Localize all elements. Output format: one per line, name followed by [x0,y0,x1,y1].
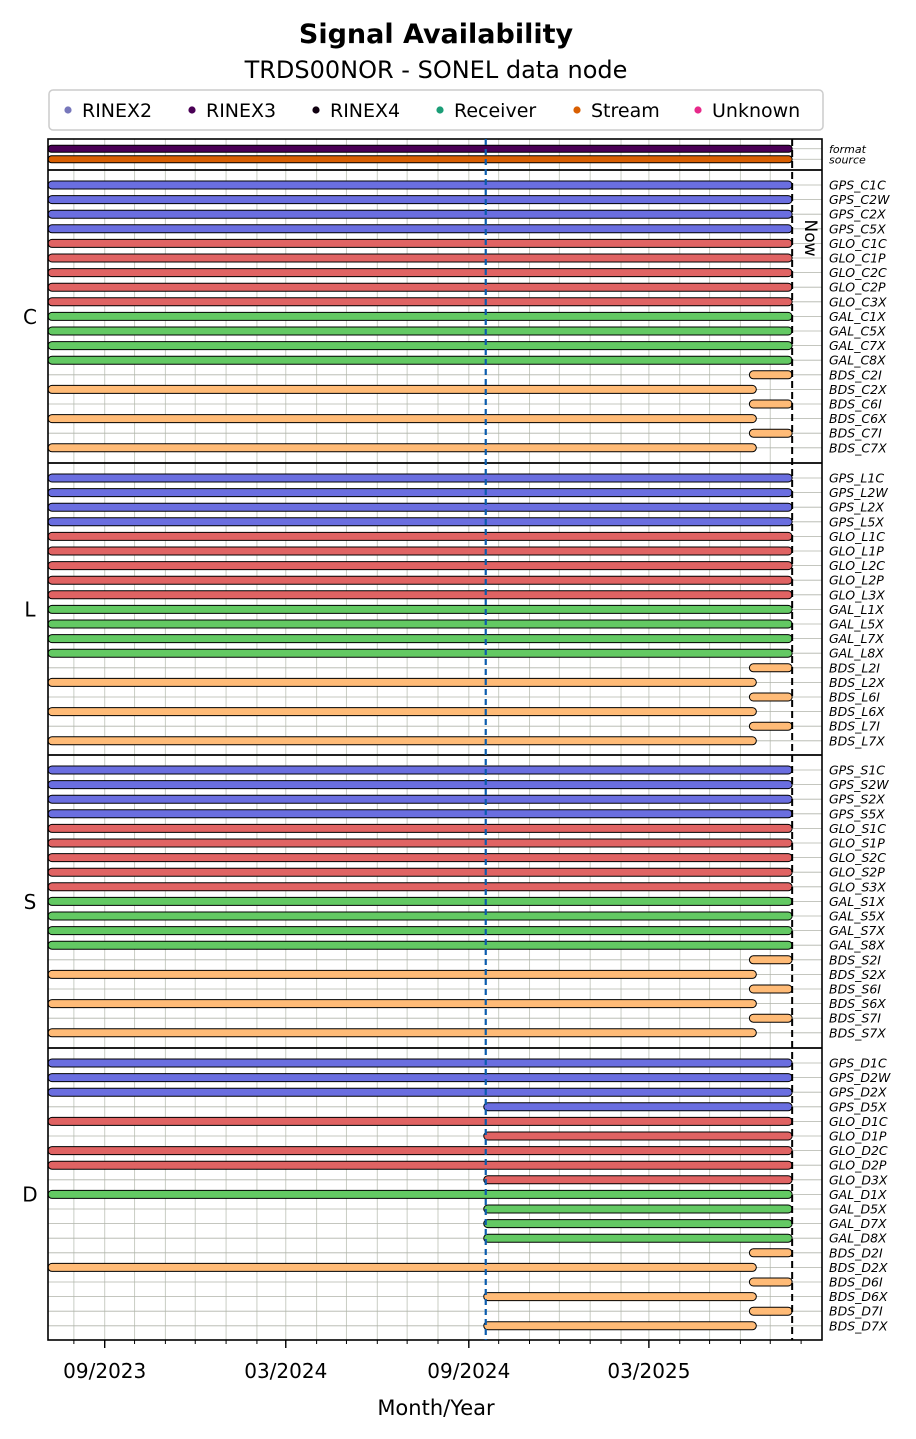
x-axis [63,1340,801,1383]
signal-label: BDS_C6X [829,411,887,427]
signal-label: GLO_C2P [829,279,886,295]
signal-label: GAL_D1X [829,1186,887,1202]
bar-BDS_S6X [48,1000,756,1008]
group-label: L [24,597,36,622]
bar-GAL_L8X [48,649,792,657]
bar-GPS_L1C [48,474,792,482]
x-tick-label: 03/2025 [607,1359,691,1383]
bar-GAL_S1X [48,897,792,905]
bar-BDS_S2X [48,970,756,978]
signal-label: GLO_L2C [829,558,885,574]
signal-label: BDS_S2X [829,966,886,982]
signal-label: GAL_D8X [829,1230,887,1246]
signal-label: GLO_D2P [829,1157,887,1173]
bar-GPS_L2W [48,489,792,497]
bar-GAL_D7X [484,1220,792,1228]
bar-GLO_S1C [48,824,792,832]
bar-BDS_L7X [48,737,756,745]
signal-label: GLO_S1P [829,835,885,851]
bar-GPS_C1C [48,181,792,189]
legend-box [49,90,823,130]
chart-subtitle: TRDS00NOR - SONEL data node [244,56,628,84]
legend-label: RINEX4 [330,100,401,122]
signal-label: GPS_C1C [829,177,886,193]
signal-label: GAL_C5X [829,323,886,339]
x-tick-label: 09/2024 [427,1359,511,1383]
bars [48,145,792,1330]
bar-GAL_C8X [48,356,792,364]
signal-label: GLO_D1P [829,1128,887,1144]
bar-BDS_L6X [48,708,756,716]
legend-label: Receiver [454,100,537,122]
signal-label: GLO_S3X [829,879,886,895]
bar-BDS_D7I [749,1307,792,1315]
bar-BDS_L7I [749,722,792,730]
signal-label: GAL_C8X [829,352,886,368]
legend-marker [436,106,443,113]
signal-label: GAL_C1X [829,308,886,324]
bar-BDS_C7X [48,444,756,452]
bar-format [48,145,792,152]
bar-BDS_D6X [484,1293,757,1301]
signal-label: BDS_L7X [829,733,885,749]
signal-label: GAL_S7X [829,923,885,939]
bar-GAL_S8X [48,941,792,949]
bar-BDS_D2I [749,1249,792,1257]
signal-label: BDS_S7I [829,1010,881,1026]
bar-BDS_L2X [48,678,756,686]
x-tick-label: 09/2023 [63,1359,147,1383]
now-label: Now [800,219,821,257]
plot-area [22,139,891,1383]
bar-BDS_L2I [749,664,792,672]
bar-GAL_C7X [48,342,792,350]
bar-GLO_S3X [48,883,792,891]
signal-label: GLO_S2P [829,864,885,880]
bar-BDS_C7I [749,429,792,437]
group-label: S [23,890,37,914]
signal-label: GPS_C2W [829,192,890,208]
bar-BDS_S2I [749,956,792,964]
legend-marker [64,106,71,113]
bar-GAL_L7X [48,635,792,643]
bar-GPS_S1C [48,766,792,774]
signal-label: GLO_D3X [829,1172,888,1188]
signal-label: BDS_L2I [829,660,880,676]
signal-label: GLO_S1C [829,820,886,836]
bar-GLO_L2C [48,562,792,570]
bar-GLO_L1P [48,547,792,555]
signal-label: BDS_D6I [829,1274,883,1290]
bar-GLO_C1C [48,239,792,247]
signal-label: GPS_S2W [829,777,889,793]
signal-label: GLO_L3X [829,587,885,603]
bar-GPS_L2X [48,503,792,511]
group-label: D [22,1182,38,1207]
bar-GPS_C5X [48,225,792,233]
signal-label: GLO_L1C [829,528,885,544]
bar-GPS_C2W [48,196,792,204]
bar-GLO_D2C [48,1147,792,1155]
bar-GLO_L3X [48,591,792,599]
bar-BDS_L6I [749,693,792,701]
signal-label: GAL_D7X [829,1216,887,1232]
meta-label: format [829,142,866,156]
signal-label: BDS_S7X [829,1025,886,1041]
x-axis-title: Month/Year [377,1396,495,1420]
chart-title: Signal Availability [298,19,574,50]
signal-label: GAL_C7X [829,338,886,354]
bar-BDS_C2I [749,371,792,379]
bar-GPS_D5X [484,1103,792,1111]
bar-GPS_S2W [48,781,792,789]
signal-label: BDS_S2I [829,952,881,968]
signal-label: GLO_L1P [829,543,884,559]
bar-GLO_S1P [48,839,792,847]
signal-label: GAL_S1X [829,893,885,909]
signal-label: BDS_D7I [829,1303,883,1319]
bar-GLO_L1C [48,532,792,540]
signal-label: BDS_S6I [829,981,881,997]
signal-label: GAL_L8X [829,645,884,661]
bar-GLO_S2C [48,854,792,862]
bar-GAL_C5X [48,327,792,335]
bar-GLO_D1P [484,1132,792,1140]
bar-BDS_C2X [48,385,756,393]
signal-label: GPS_L2W [829,485,888,501]
bar-source [48,156,792,163]
bar-GLO_D3X [484,1176,792,1184]
signal-label: BDS_L6X [829,704,885,720]
bar-BDS_C6X [48,415,756,423]
signal-label: GLO_C1P [829,250,886,266]
bar-BDS_S7X [48,1029,756,1037]
bar-BDS_S6I [749,985,792,993]
bar-BDS_D6I [749,1278,792,1286]
signal-label: BDS_C7I [829,425,882,441]
signal-label: GAL_L1X [829,601,884,617]
signal-label: GPS_D1C [829,1055,887,1071]
signal-label: BDS_C2I [829,367,882,383]
bar-GPS_S2X [48,795,792,803]
signal-label: GPS_D2X [829,1084,887,1100]
bar-GPS_L5X [48,518,792,526]
legend-label: Stream [591,100,660,122]
signal-label: GPS_S5X [829,806,885,822]
legend-label: Unknown [712,100,801,122]
signal-label: GPS_S1C [829,762,886,778]
legend-label: RINEX3 [206,100,277,122]
bar-BDS_S7I [749,1014,792,1022]
signal-label: GLO_D2C [829,1143,888,1159]
signal-label: GLO_L2P [829,572,884,588]
bar-GPS_C2X [48,210,792,218]
bar-GPS_D2X [48,1088,792,1096]
signal-label: GPS_D2W [829,1070,891,1086]
bar-GPS_S5X [48,810,792,818]
bar-BDS_D7X [484,1322,757,1330]
bar-GLO_L2P [48,576,792,584]
signal-label: GAL_L7X [829,631,884,647]
bar-GAL_D5X [484,1205,792,1213]
signal-label: GPS_C5X [829,221,886,237]
signal-label: GLO_S2C [829,850,886,866]
signal-label: BDS_C7X [829,440,887,456]
signal-label: BDS_L6I [829,689,880,705]
signal-label: BDS_D7X [829,1318,888,1334]
bar-BDS_D2X [48,1263,756,1271]
bar-GLO_S2P [48,868,792,876]
bar-GAL_S5X [48,912,792,920]
signal-label: GPS_C2X [829,206,886,222]
signal-label: GAL_S5X [829,908,885,924]
signal-label: BDS_S6X [829,996,886,1012]
bar-GPS_D1C [48,1059,792,1067]
bar-GLO_D1C [48,1117,792,1125]
signal-label: GPS_D5X [829,1099,887,1115]
signal-label: BDS_D2X [829,1259,888,1275]
x-tick-label: 03/2024 [244,1359,328,1383]
legend-marker [188,106,195,113]
bar-GAL_D8X [484,1234,792,1242]
legend-label: RINEX2 [82,100,153,122]
signal-label: GPS_L2X [829,499,884,515]
group-label: C [23,305,37,329]
bar-GLO_C1P [48,254,792,262]
legend [49,90,823,130]
bar-GAL_S7X [48,927,792,935]
meta-label: source [829,153,866,167]
signal-label: GPS_S2X [829,791,885,807]
legend-marker [573,106,580,113]
bar-GLO_C3X [48,298,792,306]
signal-label: GLO_C2C [829,265,887,281]
signal-label: GAL_L5X [829,616,884,632]
signal-label: GPS_L5X [829,514,884,530]
signal-label: GAL_S8X [829,937,885,953]
signal-label: BDS_L2X [829,674,885,690]
bar-GLO_C2P [48,283,792,291]
bar-GAL_L1X [48,605,792,613]
bar-GAL_L5X [48,620,792,628]
bar-GLO_D2P [48,1161,792,1169]
signal-label: GPS_L1C [829,470,885,486]
bar-GAL_C1X [48,312,792,320]
signal-label: GLO_C1C [829,235,887,251]
signal-label: BDS_C2X [829,381,887,397]
signal-label: GLO_C3X [829,294,887,310]
bar-GLO_C2C [48,269,792,277]
legend-marker [312,106,319,113]
signal-label: BDS_D6X [829,1289,888,1305]
signal-label: GLO_D1C [829,1113,888,1129]
bar-BDS_C6I [749,400,792,408]
signal-label: BDS_L7I [829,718,880,734]
bar-GPS_D2W [48,1074,792,1082]
signal-label: GAL_D5X [829,1201,887,1217]
signal-label: BDS_C6I [829,396,882,412]
bar-GAL_D1X [48,1190,792,1198]
signal-label: BDS_D2I [829,1245,883,1261]
legend-marker [694,106,701,113]
